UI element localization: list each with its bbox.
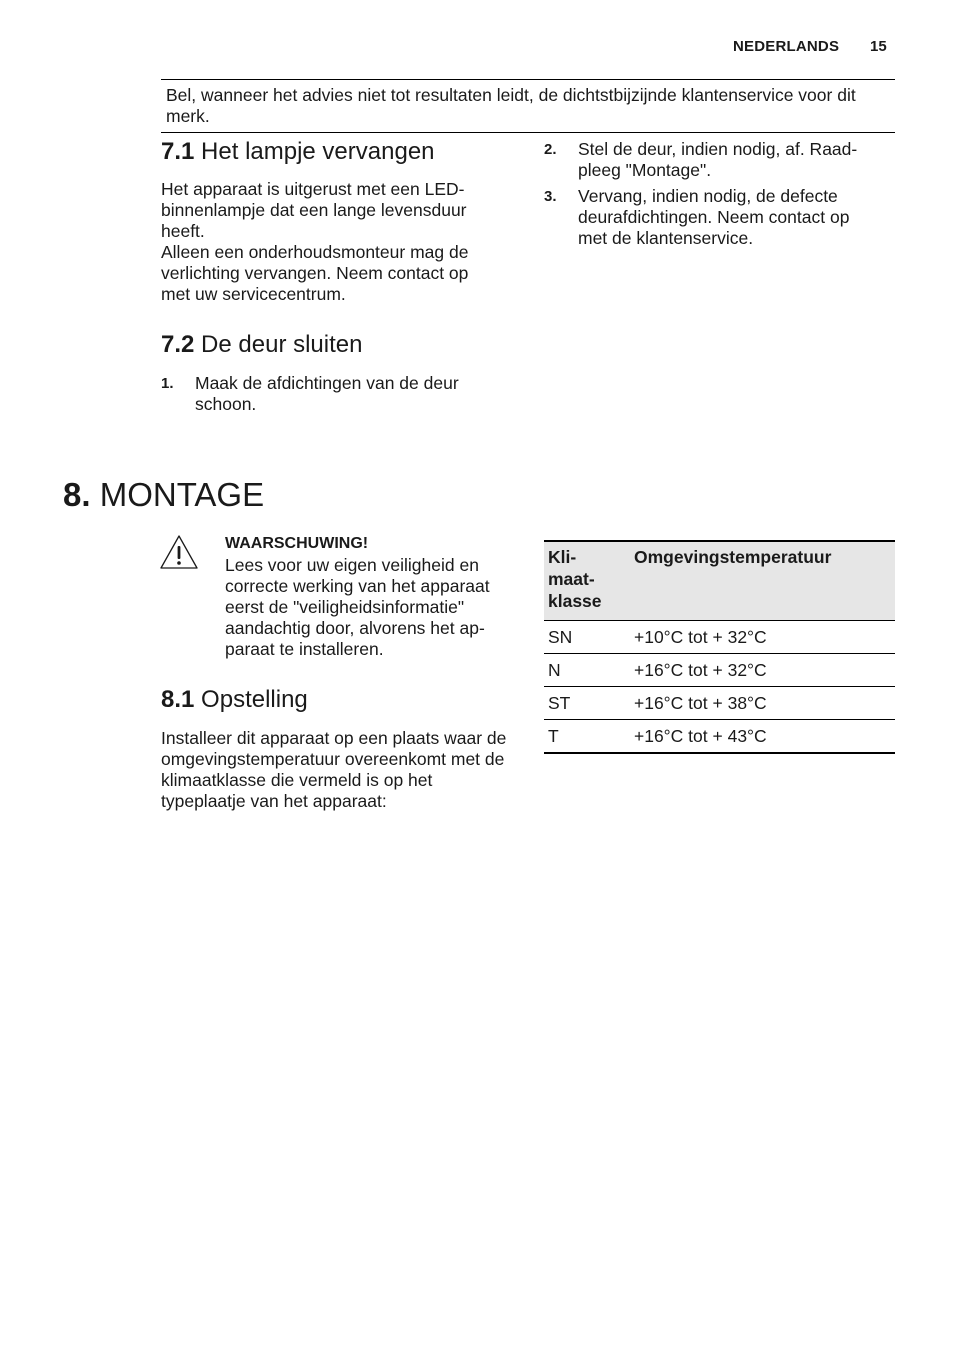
section-title: Het lampje vervangen [201, 138, 435, 165]
warning-text: Lees voor uw eigen veiligheid en correcte werking van het apparaat eerst de "veiligheidsinformatie" aandachtig door, alvorens het ap-paraat te installeren. [225, 555, 490, 659]
section-number: 7.2 [161, 331, 195, 358]
table-cell-temperature: +16°C tot + 32°C [630, 654, 895, 687]
section-title: De deur sluiten [201, 331, 363, 358]
list-text: Maak de afdichtingen van de deur schoon. [195, 373, 459, 414]
table-header-row [544, 541, 895, 621]
list-item [544, 186, 889, 252]
advice-text: Bel, wanneer het advies niet tot resultaten leidt, de dichtstbijzijnde klantenservice voor dit merk. [166, 85, 856, 126]
header-language: NEDERLANDS [733, 38, 840, 55]
list-item [161, 373, 501, 417]
column-header-ambient-temperature: Omgevingstemperatuur [630, 541, 895, 621]
list-number: 2. [544, 141, 557, 158]
table-cell-temperature: +16°C tot + 38°C [630, 687, 895, 720]
climate-class-table [544, 540, 895, 754]
advice-top-rule [161, 79, 895, 80]
table-cell-class: T [544, 720, 630, 754]
table-row [544, 720, 895, 754]
table-row [544, 654, 895, 687]
list-text: Vervang, indien nodig, de defecte deurafdichtingen. Neem contact op met de klantenservice. [578, 186, 850, 248]
page-number: 15 [870, 38, 887, 55]
table-cell-class: SN [544, 621, 630, 654]
table-row [544, 621, 895, 654]
section-number: 7.1 [161, 138, 195, 165]
table-cell-class: N [544, 654, 630, 687]
column-header-climate-class: Kli-maat-klasse [544, 541, 630, 621]
section-7-1-paragraph: Het apparaat is uitgerust met een LED-binnenlampje dat een lange levensduur heeft. [161, 179, 467, 241]
section-8-1-heading [161, 686, 308, 714]
table-cell-temperature: +10°C tot + 32°C [630, 621, 895, 654]
section-8-1-paragraph: Installeer dit apparaat op een plaats waar de omgevingstemperatuur overeenkomt met de klimaatklasse die vermeld is op het typeplaatje van het apparaat: [161, 728, 507, 811]
section-7-1-paragraph-2: Alleen een onderhoudsmonteur mag de verlichting vervangen. Neem contact op met uw servicecentrum. [161, 242, 469, 304]
advice-bottom-rule [161, 132, 895, 133]
chapter-number: 8. [63, 476, 91, 513]
warning-triangle-icon [158, 533, 200, 571]
section-7-2-heading [161, 331, 362, 359]
section-title: Opstelling [201, 686, 308, 713]
chapter-8-heading [63, 476, 264, 514]
warning-title: WAARSCHUWING! [225, 535, 369, 552]
list-number: 3. [544, 188, 557, 205]
list-text: Stel de deur, indien nodig, af. Raad-pleeg "Montage". [578, 139, 858, 180]
section-7-1-heading [161, 138, 435, 166]
list-number: 1. [161, 375, 174, 392]
section-number: 8.1 [161, 686, 195, 713]
chapter-title: MONTAGE [99, 476, 265, 513]
table-cell-class: ST [544, 687, 630, 720]
list-item [544, 139, 889, 183]
table-row [544, 687, 895, 720]
table-cell-temperature: +16°C tot + 43°C [630, 720, 895, 754]
